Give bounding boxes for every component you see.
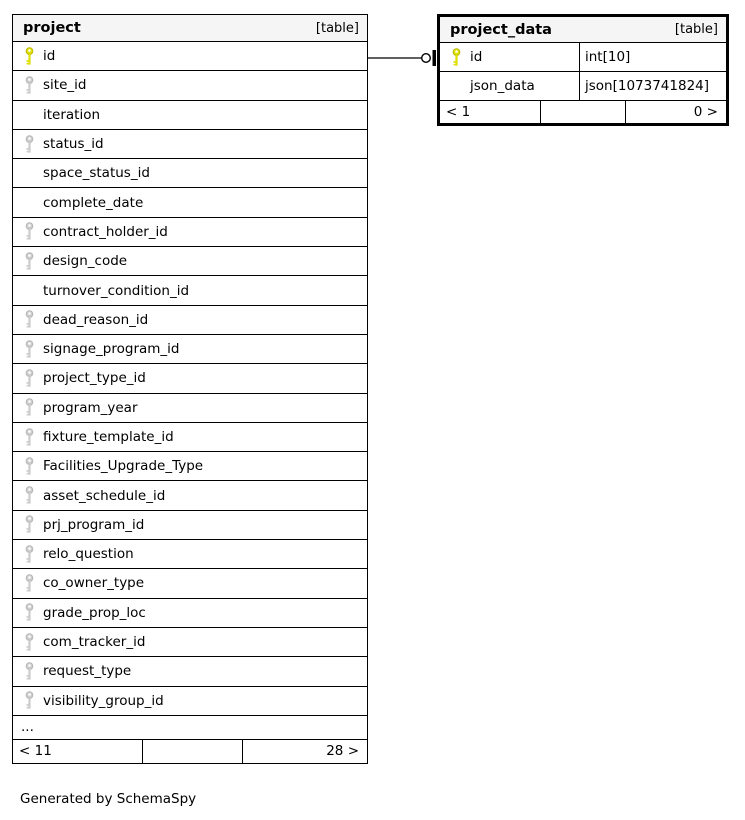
foreign-key-icon xyxy=(25,340,43,359)
table-project-data-header xyxy=(440,17,726,43)
column-row-visibility_group_id xyxy=(13,687,367,716)
foreign-key-icon xyxy=(25,398,43,417)
hidden-columns-ellipsis: ... xyxy=(13,716,367,740)
column-row-co_owner_type xyxy=(13,569,367,598)
column-name: visibility_group_id xyxy=(43,692,164,709)
table-project-footer xyxy=(13,740,367,763)
table-project-title[interactable]: project xyxy=(23,20,81,36)
column-row-prj_program_id xyxy=(13,511,367,540)
one-cardinality-bar-icon xyxy=(433,50,437,66)
column-row-json_data xyxy=(440,72,726,101)
column-row-design_code xyxy=(13,247,367,276)
column-name: asset_schedule_id xyxy=(43,487,166,504)
table-project-data[interactable] xyxy=(437,14,729,126)
column-name: turnover_condition_id xyxy=(43,282,190,299)
column-row-id xyxy=(13,42,367,71)
table-project-data-title[interactable]: project_data xyxy=(450,21,552,38)
foreign-key-icon xyxy=(25,428,43,447)
column-row-dead_reason_id xyxy=(13,306,367,335)
table-type-badge: [table] xyxy=(315,20,359,36)
foreign-key-icon xyxy=(25,545,43,564)
table-project[interactable] xyxy=(12,14,368,764)
foreign-key-icon xyxy=(25,457,43,476)
foreign-key-icon xyxy=(25,76,43,95)
table-project-header xyxy=(13,15,367,42)
child-relations-count: 28 > xyxy=(242,740,367,763)
foreign-key-icon xyxy=(25,486,43,505)
column-type: int[10] xyxy=(579,43,726,71)
foreign-key-icon xyxy=(25,222,43,241)
column-row-complete_date xyxy=(13,188,367,217)
footer-spacer-cell xyxy=(540,101,625,123)
column-row-request_type xyxy=(13,657,367,686)
primary-key-icon xyxy=(25,47,43,66)
child-relations-count: 0 > xyxy=(625,101,726,123)
column-row-com_tracker_id xyxy=(13,628,367,657)
primary-key-icon xyxy=(452,48,470,67)
column-row-Facilities_Upgrade_Type xyxy=(13,452,367,481)
column-name: signage_program_id xyxy=(43,341,180,358)
generator-credit: Generated by SchemaSpy xyxy=(20,791,197,807)
column-name: request_type xyxy=(43,663,132,680)
column-row-relo_question xyxy=(13,540,367,569)
column-row-signage_program_id xyxy=(13,335,367,364)
column-name: contract_holder_id xyxy=(43,223,168,240)
column-name: program_year xyxy=(43,399,138,416)
column-name: site_id xyxy=(43,77,87,94)
column-name: prj_program_id xyxy=(43,516,145,533)
column-row-id xyxy=(440,43,726,72)
column-name: iteration xyxy=(43,106,101,123)
column-row-iteration xyxy=(13,101,367,130)
foreign-key-icon xyxy=(25,515,43,534)
column-name: dead_reason_id xyxy=(43,311,149,328)
foreign-key-icon xyxy=(25,603,43,622)
column-name: relo_question xyxy=(43,546,134,563)
column-row-contract_holder_id xyxy=(13,218,367,247)
foreign-key-icon xyxy=(25,369,43,388)
column-row-fixture_template_id xyxy=(13,423,367,452)
column-name: id xyxy=(43,48,56,65)
table-type-badge: [table] xyxy=(674,22,718,37)
column-name: grade_prop_loc xyxy=(43,604,146,621)
column-name: id xyxy=(470,49,483,65)
column-row-asset_schedule_id xyxy=(13,481,367,510)
foreign-key-icon xyxy=(25,310,43,329)
foreign-key-icon xyxy=(25,662,43,681)
column-row-project_type_id xyxy=(13,364,367,393)
column-row-program_year xyxy=(13,394,367,423)
column-name: complete_date xyxy=(43,194,144,211)
parent-relations-count: < 11 xyxy=(19,743,52,760)
relationship-connector xyxy=(368,48,438,68)
column-name: com_tracker_id xyxy=(43,634,146,651)
column-row-grade_prop_loc xyxy=(13,599,367,628)
column-name: design_code xyxy=(43,253,128,270)
footer-spacer-cell xyxy=(142,740,242,763)
column-row-site_id xyxy=(13,71,367,100)
column-name: project_type_id xyxy=(43,370,146,387)
column-name: space_status_id xyxy=(43,165,150,182)
foreign-key-icon xyxy=(25,691,43,710)
column-name: fixture_template_id xyxy=(43,429,174,445)
foreign-key-icon xyxy=(25,633,43,652)
column-row-space_status_id xyxy=(13,159,367,188)
table-project-data-footer xyxy=(440,101,726,123)
column-row-turnover_condition_id xyxy=(13,276,367,305)
zero-cardinality-circle-icon xyxy=(422,54,431,63)
column-type: json[1073741824] xyxy=(579,72,726,100)
foreign-key-icon xyxy=(25,574,43,593)
column-row-status_id xyxy=(13,130,367,159)
table-project-data-columns xyxy=(440,43,726,101)
foreign-key-icon xyxy=(25,252,43,271)
foreign-key-icon xyxy=(25,135,43,154)
table-project-columns xyxy=(13,42,367,716)
column-name: Facilities_Upgrade_Type xyxy=(43,458,204,475)
column-name: co_owner_type xyxy=(43,575,145,592)
column-name: json_data xyxy=(470,78,535,94)
parent-relations-count: < 1 xyxy=(446,104,471,120)
column-name: status_id xyxy=(43,136,104,153)
